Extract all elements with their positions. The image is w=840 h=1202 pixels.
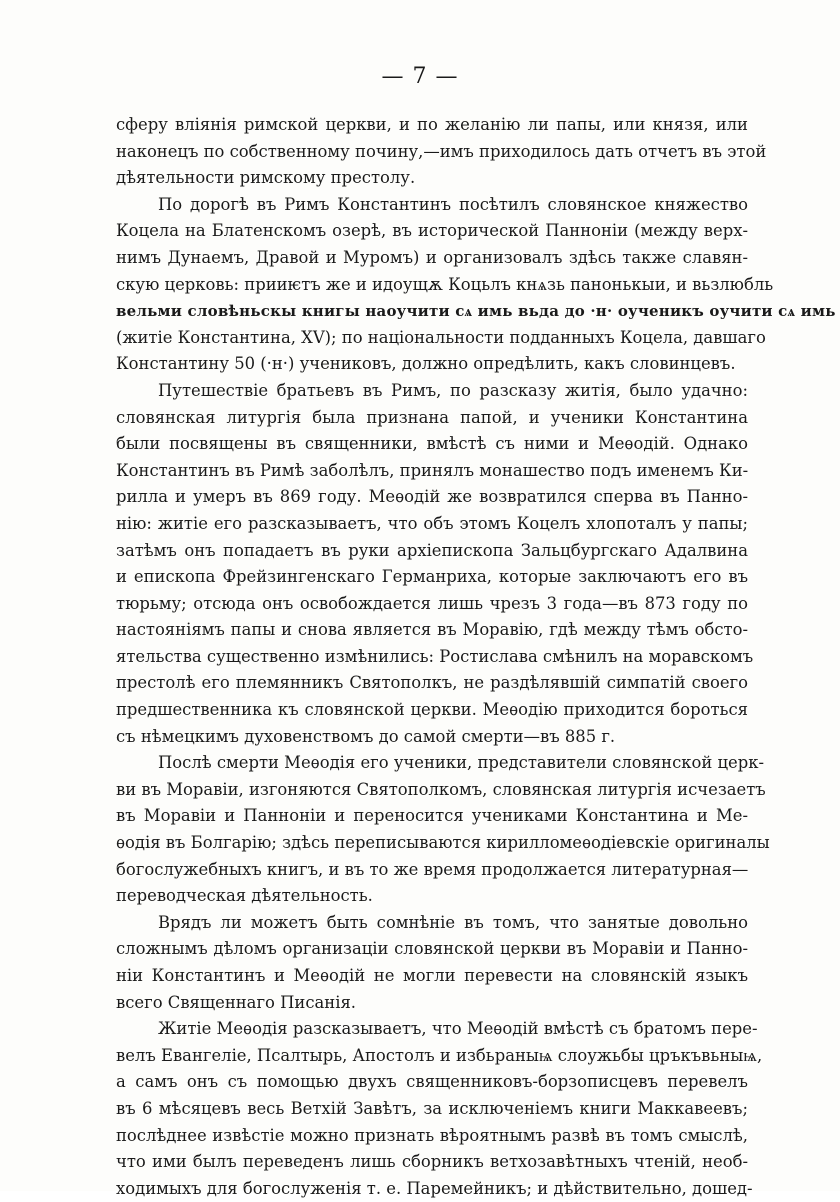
text-line: и епископа Фрейзингенскаго Германриха, которые заключаютъ его въ bbox=[116, 567, 748, 587]
text-line: По дорогѣ въ Римъ Константинъ посѣтилъ словянское княжество bbox=[158, 194, 748, 214]
text-line: что ими былъ переведенъ лишь сборникъ ветхозавѣтныхъ чтеній, необ- bbox=[116, 1152, 748, 1172]
text-line: скую церковь: прииѥтъ же и идоущѫ Коцьлъ кнѧзь панонькыи, и вьзлюбль bbox=[116, 274, 774, 294]
text-line: сферу вліянія римской церкви, и по желанію ли папы, или князя, или bbox=[116, 115, 748, 134]
text-line: были посвящены въ священники, вмѣстѣ съ ними и Меѳодій. Однако bbox=[116, 434, 748, 454]
text-line: наконецъ по собственному почину,—имъ приходилось дать отчетъ въ этой bbox=[116, 141, 767, 161]
text-line: нимъ Дунаемъ, Дравой и Муромъ) и организовалъ здѣсь также славян- bbox=[116, 247, 748, 267]
text-line: Врядъ ли можетъ быть сомнѣніе въ томъ, что занятые довольно bbox=[158, 912, 748, 932]
text-line: ятельства существенно измѣнились: Ростислава смѣнилъ на моравскомъ bbox=[116, 646, 754, 666]
text-line: а самъ онъ съ помощью двухъ священниковъ-борзописцевъ перевелъ bbox=[116, 1072, 748, 1092]
text-line: (житіе Константина, XV); по національности подданныхъ Коцела, давшаго bbox=[116, 327, 766, 347]
text-line: всего Священнаго Писанія. bbox=[116, 992, 356, 1012]
text-line: рилла и умеръ въ 869 году. Меѳодій же возвратился сперва въ Панно- bbox=[116, 487, 748, 507]
text-line: тюрьму; отсюда онъ освобождается лишь чрезъ 3 года—въ 873 году по bbox=[116, 593, 748, 613]
text-line: Житіе Меѳодія разсказываетъ, что Меѳодій вмѣстѣ съ братомъ пере- bbox=[158, 1019, 758, 1039]
text-line: Послѣ смерти Меѳодія его ученики, представители словянской церк- bbox=[158, 753, 765, 773]
text-line: нію: житіе его разсказываетъ, что объ этомъ Коцелъ хлопоталъ у папы; bbox=[116, 513, 748, 533]
text-line: въ 6 мѣсяцевъ весь Ветхій Завѣтъ, за исключеніемъ книги Маккавеевъ; bbox=[116, 1098, 748, 1118]
text-line: послѣднее извѣстіе можно признать вѣроятнымъ развѣ въ томъ смыслѣ, bbox=[116, 1125, 748, 1145]
text-line: въ Моравіи и Панноніи и переносится учениками Константина и Ме- bbox=[116, 806, 748, 826]
text-line: съ нѣмецкимъ духовенствомъ до самой смерти—въ 885 г. bbox=[116, 726, 616, 746]
text-line: ніи Константинъ и Меѳодій не могли перевести на словянскій языкъ bbox=[116, 966, 748, 985]
text-line: переводческая дѣятельность. bbox=[116, 886, 373, 906]
text-line: ѳодія въ Болгарію; здѣсь переписываются кирилломеѳодіевскіе оригиналы bbox=[116, 833, 770, 853]
text-line: дѣятельности римскому престолу. bbox=[116, 168, 416, 188]
text-line: Константинъ въ Римѣ заболѣлъ, принялъ монашество подъ именемъ Ки- bbox=[116, 460, 749, 480]
body-text bbox=[116, 112, 836, 1202]
text-line: Константину 50 (·н·) учениковъ, должно опредѣлить, какъ словинцевъ. bbox=[116, 354, 736, 374]
text-line: престолѣ его племянникъ Святополкъ, не раздѣлявшій симпатій своего bbox=[116, 673, 748, 693]
text-line: богослужебныхъ книгъ, и въ то же время продолжается литературная— bbox=[116, 859, 749, 879]
text-line: ви въ Моравіи, изгоняются Святополкомъ, словянская литургія исчезаетъ bbox=[116, 779, 766, 799]
text-line: предшественника къ словянской церкви. Меѳодію приходится бороться bbox=[116, 700, 748, 720]
text-line: затѣмъ онъ попадаетъ въ руки архіепископа Зальцбургскаго Адалвина bbox=[116, 540, 748, 560]
page-number: — 7 — bbox=[381, 64, 459, 89]
text-line: Коцела на Блатенскомъ озерѣ, въ исторической Панноніи (между верх- bbox=[116, 221, 748, 241]
text-line: настояніямъ папы и снова является въ Моравію, гдѣ между тѣмъ обсто- bbox=[116, 620, 748, 640]
text-line: велъ Евангеліе, Псалтырь, Апостолъ и избьраныѩ слоужьбы цръкъвьныѩ, bbox=[116, 1045, 763, 1065]
text-line: словянская литургія была признана папой, и ученики Константина bbox=[116, 407, 748, 427]
text-line: сложнымъ дѣломъ организаціи словянской церкви въ Моравіи и Панно- bbox=[116, 939, 748, 959]
slavonic-quote-line: вельми словѣньскы книгы наоучити сѧ имь вьда до ·н· оученикъ оучити сѧ имь bbox=[116, 302, 836, 321]
text-line: Путешествіе братьевъ въ Римъ, по разсказу житія, было удачно: bbox=[158, 380, 748, 400]
text-line: ходимыхъ для богослуженія т. е. Паремейникъ; и дѣйствительно, дошед- bbox=[116, 1178, 753, 1198]
